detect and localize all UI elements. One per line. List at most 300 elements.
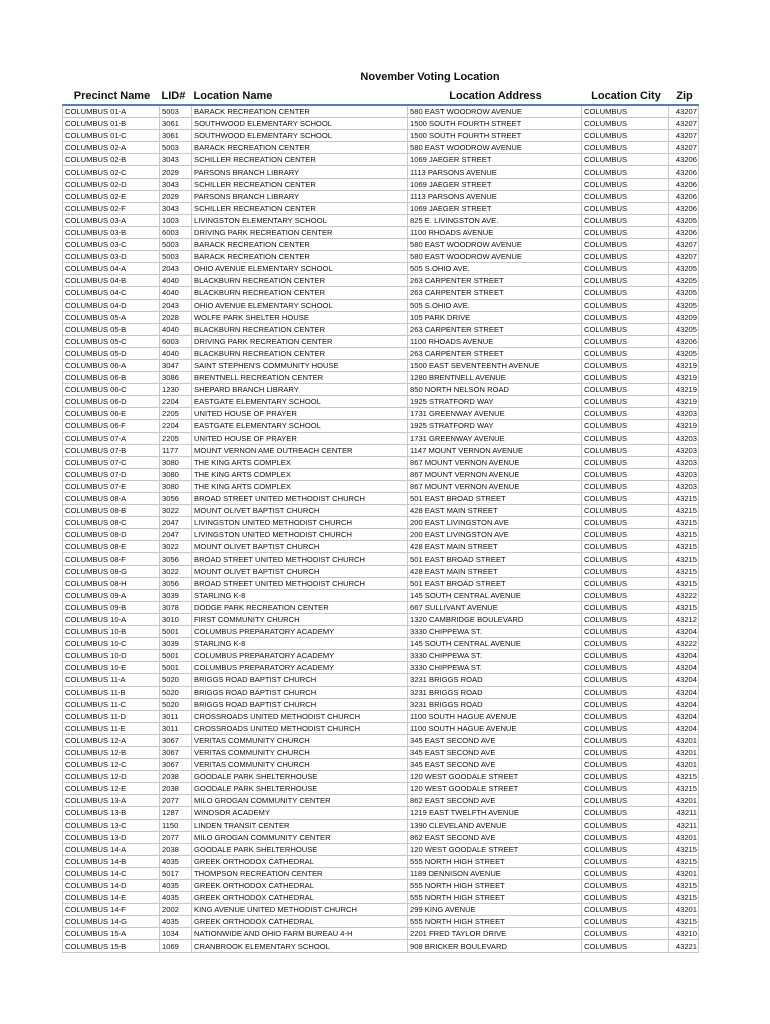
location-name-cell: BARACK RECREATION CENTER bbox=[192, 105, 408, 118]
zip-cell: 43204 bbox=[669, 722, 699, 734]
location-name-cell: SCHILLER RECREATION CENTER bbox=[192, 178, 408, 190]
location-city-cell: COLUMBUS bbox=[582, 408, 669, 420]
zip-cell: 43206 bbox=[669, 166, 699, 178]
precinct-name-cell: COLUMBUS 15-B bbox=[63, 940, 160, 952]
location-name-cell: MOUNT OLIVET BAPTIST CHURCH bbox=[192, 505, 408, 517]
precinct-name-cell: COLUMBUS 12-E bbox=[63, 783, 160, 795]
precinct-name-cell: COLUMBUS 04-D bbox=[63, 299, 160, 311]
location-city-cell: COLUMBUS bbox=[582, 710, 669, 722]
table-row bbox=[63, 323, 699, 335]
zip-cell: 43206 bbox=[669, 154, 699, 166]
header-zip: Zip bbox=[669, 88, 699, 105]
table-row bbox=[63, 746, 699, 758]
location-name-cell: LIVINGSTON ELEMENTARY SCHOOL bbox=[192, 214, 408, 226]
table-row bbox=[63, 130, 699, 142]
location-city-cell: COLUMBUS bbox=[582, 565, 669, 577]
table-header-row bbox=[63, 88, 699, 105]
location-address-cell: 263 CARPENTER STREET bbox=[408, 275, 582, 287]
precinct-name-cell: COLUMBUS 09-A bbox=[63, 589, 160, 601]
zip-cell: 43203 bbox=[669, 456, 699, 468]
location-city-cell: COLUMBUS bbox=[582, 154, 669, 166]
location-address-cell: 263 CARPENTER STREET bbox=[408, 323, 582, 335]
precinct-name-cell: COLUMBUS 07-D bbox=[63, 468, 160, 480]
location-address-cell: 1147 MOUNT VERNON AVENUE bbox=[408, 444, 582, 456]
zip-cell: 43207 bbox=[669, 105, 699, 118]
location-city-cell: COLUMBUS bbox=[582, 638, 669, 650]
lid-cell: 3061 bbox=[160, 130, 192, 142]
lid-cell: 4035 bbox=[160, 916, 192, 928]
precinct-name-cell: COLUMBUS 01-A bbox=[63, 105, 160, 118]
location-city-cell: COLUMBUS bbox=[582, 505, 669, 517]
zip-cell: 43203 bbox=[669, 444, 699, 456]
location-city-cell: COLUMBUS bbox=[582, 529, 669, 541]
location-address-cell: 1100 SOUTH HAGUE AVENUE bbox=[408, 722, 582, 734]
precinct-name-cell: COLUMBUS 06-B bbox=[63, 372, 160, 384]
location-city-cell: COLUMBUS bbox=[582, 541, 669, 553]
location-name-cell: BARACK RECREATION CENTER bbox=[192, 142, 408, 154]
lid-cell: 3011 bbox=[160, 722, 192, 734]
location-name-cell: THE KING ARTS COMPLEX bbox=[192, 480, 408, 492]
document-title: November Voting Location bbox=[360, 71, 500, 83]
location-name-cell: CROSSROADS UNITED METHODIST CHURCH bbox=[192, 710, 408, 722]
lid-cell: 3056 bbox=[160, 553, 192, 565]
lid-cell: 4040 bbox=[160, 323, 192, 335]
location-city-cell: COLUMBUS bbox=[582, 275, 669, 287]
precinct-name-cell: COLUMBUS 11-A bbox=[63, 674, 160, 686]
lid-cell: 2038 bbox=[160, 783, 192, 795]
location-address-cell: 555 NORTH HIGH STREET bbox=[408, 916, 582, 928]
lid-cell: 4040 bbox=[160, 347, 192, 359]
lid-cell: 3047 bbox=[160, 359, 192, 371]
location-address-cell: 345 EAST SECOND AVE bbox=[408, 734, 582, 746]
location-address-cell: 1925 STRATFORD WAY bbox=[408, 420, 582, 432]
table-row bbox=[63, 517, 699, 529]
precinct-name-cell: COLUMBUS 11-C bbox=[63, 698, 160, 710]
location-name-cell: SHEPARD BRANCH LIBRARY bbox=[192, 384, 408, 396]
lid-cell: 4035 bbox=[160, 855, 192, 867]
location-address-cell: 1100 RHOADS AVENUE bbox=[408, 335, 582, 347]
table-row bbox=[63, 239, 699, 251]
location-address-cell: 867 MOUNT VERNON AVENUE bbox=[408, 468, 582, 480]
location-name-cell: BLACKBURN RECREATION CENTER bbox=[192, 323, 408, 335]
location-address-cell: 3231 BRIGGS ROAD bbox=[408, 686, 582, 698]
table-row bbox=[63, 855, 699, 867]
location-name-cell: BARACK RECREATION CENTER bbox=[192, 251, 408, 263]
location-name-cell: VERITAS COMMUNITY CHURCH bbox=[192, 759, 408, 771]
lid-cell: 5020 bbox=[160, 686, 192, 698]
location-address-cell: 862 EAST SECOND AVE bbox=[408, 795, 582, 807]
precinct-name-cell: COLUMBUS 11-D bbox=[63, 710, 160, 722]
location-name-cell: SOUTHWOOD ELEMENTARY SCHOOL bbox=[192, 118, 408, 130]
precinct-name-cell: COLUMBUS 13-A bbox=[63, 795, 160, 807]
zip-cell: 43221 bbox=[669, 940, 699, 952]
table-row bbox=[63, 493, 699, 505]
location-name-cell: COLUMBUS PREPARATORY ACADEMY bbox=[192, 662, 408, 674]
lid-cell: 2043 bbox=[160, 299, 192, 311]
location-name-cell: GREEK ORTHODOX CATHEDRAL bbox=[192, 892, 408, 904]
zip-cell: 43207 bbox=[669, 142, 699, 154]
table-row bbox=[63, 759, 699, 771]
zip-cell: 43201 bbox=[669, 759, 699, 771]
precinct-name-cell: COLUMBUS 02-A bbox=[63, 142, 160, 154]
lid-cell: 3043 bbox=[160, 154, 192, 166]
location-name-cell: PARSONS BRANCH LIBRARY bbox=[192, 190, 408, 202]
precinct-name-cell: COLUMBUS 03-B bbox=[63, 226, 160, 238]
location-name-cell: UNITED HOUSE OF PRAYER bbox=[192, 408, 408, 420]
location-city-cell: COLUMBUS bbox=[582, 855, 669, 867]
location-address-cell: 1113 PARSONS AVENUE bbox=[408, 190, 582, 202]
zip-cell: 43203 bbox=[669, 468, 699, 480]
location-address-cell: 145 SOUTH CENTRAL AVENUE bbox=[408, 589, 582, 601]
location-address-cell: 263 CARPENTER STREET bbox=[408, 287, 582, 299]
lid-cell: 5003 bbox=[160, 251, 192, 263]
location-name-cell: GOODALE PARK SHELTERHOUSE bbox=[192, 771, 408, 783]
zip-cell: 43206 bbox=[669, 226, 699, 238]
location-name-cell: VERITAS COMMUNITY CHURCH bbox=[192, 746, 408, 758]
table-row bbox=[63, 372, 699, 384]
location-address-cell: 1069 JAEGER STREET bbox=[408, 178, 582, 190]
zip-cell: 43211 bbox=[669, 819, 699, 831]
precinct-name-cell: COLUMBUS 08-H bbox=[63, 577, 160, 589]
table-row bbox=[63, 928, 699, 940]
precinct-name-cell: COLUMBUS 02-F bbox=[63, 202, 160, 214]
location-city-cell: COLUMBUS bbox=[582, 880, 669, 892]
zip-cell: 43215 bbox=[669, 601, 699, 613]
lid-cell: 3039 bbox=[160, 638, 192, 650]
location-address-cell: 345 EAST SECOND AVE bbox=[408, 759, 582, 771]
precinct-name-cell: COLUMBUS 02-C bbox=[63, 166, 160, 178]
zip-cell: 43222 bbox=[669, 638, 699, 650]
table-row bbox=[63, 867, 699, 879]
location-city-cell: COLUMBUS bbox=[582, 783, 669, 795]
location-address-cell: 1500 EAST SEVENTEENTH AVENUE bbox=[408, 359, 582, 371]
location-city-cell: COLUMBUS bbox=[582, 105, 669, 118]
location-address-cell: 867 MOUNT VERNON AVENUE bbox=[408, 456, 582, 468]
precinct-name-cell: COLUMBUS 11-B bbox=[63, 686, 160, 698]
lid-cell: 2028 bbox=[160, 311, 192, 323]
table-row bbox=[63, 468, 699, 480]
zip-cell: 43205 bbox=[669, 275, 699, 287]
table-row bbox=[63, 456, 699, 468]
location-city-cell: COLUMBUS bbox=[582, 178, 669, 190]
precinct-name-cell: COLUMBUS 03-A bbox=[63, 214, 160, 226]
lid-cell: 5001 bbox=[160, 662, 192, 674]
zip-cell: 43205 bbox=[669, 287, 699, 299]
location-address-cell: 1280 BRENTNELL AVENUE bbox=[408, 372, 582, 384]
table-row bbox=[63, 359, 699, 371]
zip-cell: 43203 bbox=[669, 408, 699, 420]
location-name-cell: MOUNT OLIVET BAPTIST CHURCH bbox=[192, 565, 408, 577]
location-name-cell: LINDEN TRANSIT CENTER bbox=[192, 819, 408, 831]
zip-cell: 43206 bbox=[669, 178, 699, 190]
location-city-cell: COLUMBUS bbox=[582, 686, 669, 698]
precinct-name-cell: COLUMBUS 01-B bbox=[63, 118, 160, 130]
table-row bbox=[63, 783, 699, 795]
location-address-cell: 1500 SOUTH FOURTH STREET bbox=[408, 130, 582, 142]
lid-cell: 1287 bbox=[160, 807, 192, 819]
zip-cell: 43207 bbox=[669, 118, 699, 130]
lid-cell: 5001 bbox=[160, 626, 192, 638]
lid-cell: 2205 bbox=[160, 432, 192, 444]
precinct-name-cell: COLUMBUS 06-C bbox=[63, 384, 160, 396]
location-address-cell: 555 NORTH HIGH STREET bbox=[408, 855, 582, 867]
table-row bbox=[63, 480, 699, 492]
zip-cell: 43205 bbox=[669, 214, 699, 226]
lid-cell: 4040 bbox=[160, 275, 192, 287]
table-row bbox=[63, 105, 699, 118]
table-row bbox=[63, 904, 699, 916]
lid-cell: 1003 bbox=[160, 214, 192, 226]
table-row bbox=[63, 710, 699, 722]
lid-cell: 3010 bbox=[160, 613, 192, 625]
zip-cell: 43215 bbox=[669, 843, 699, 855]
location-name-cell: SCHILLER RECREATION CENTER bbox=[192, 154, 408, 166]
location-address-cell: 1069 JAEGER STREET bbox=[408, 202, 582, 214]
location-name-cell: BLACKBURN RECREATION CENTER bbox=[192, 287, 408, 299]
table-row bbox=[63, 662, 699, 674]
table-row bbox=[63, 734, 699, 746]
location-name-cell: BRIGGS ROAD BAPTIST CHURCH bbox=[192, 674, 408, 686]
zip-cell: 43215 bbox=[669, 493, 699, 505]
table-row bbox=[63, 347, 699, 359]
table-row bbox=[63, 541, 699, 553]
location-city-cell: COLUMBUS bbox=[582, 372, 669, 384]
location-city-cell: COLUMBUS bbox=[582, 916, 669, 928]
table-row bbox=[63, 795, 699, 807]
table-row bbox=[63, 843, 699, 855]
lid-cell: 5003 bbox=[160, 239, 192, 251]
location-city-cell: COLUMBUS bbox=[582, 130, 669, 142]
zip-cell: 43219 bbox=[669, 396, 699, 408]
zip-cell: 43206 bbox=[669, 190, 699, 202]
location-city-cell: COLUMBUS bbox=[582, 940, 669, 952]
location-name-cell: THE KING ARTS COMPLEX bbox=[192, 456, 408, 468]
location-address-cell: 867 MOUNT VERNON AVENUE bbox=[408, 480, 582, 492]
precinct-name-cell: COLUMBUS 04-C bbox=[63, 287, 160, 299]
location-city-cell: COLUMBUS bbox=[582, 263, 669, 275]
precinct-name-cell: COLUMBUS 10-B bbox=[63, 626, 160, 638]
lid-cell: 2043 bbox=[160, 263, 192, 275]
location-address-cell: 667 SULLIVANT AVENUE bbox=[408, 601, 582, 613]
location-city-cell: COLUMBUS bbox=[582, 480, 669, 492]
table-row bbox=[63, 384, 699, 396]
location-address-cell: 505 S.OHIO AVE. bbox=[408, 263, 582, 275]
location-name-cell: BROAD STREET UNITED METHODIST CHURCH bbox=[192, 493, 408, 505]
zip-cell: 43215 bbox=[669, 916, 699, 928]
lid-cell: 5003 bbox=[160, 142, 192, 154]
table-row bbox=[63, 831, 699, 843]
location-city-cell: COLUMBUS bbox=[582, 287, 669, 299]
zip-cell: 43201 bbox=[669, 867, 699, 879]
zip-cell: 43215 bbox=[669, 577, 699, 589]
location-city-cell: COLUMBUS bbox=[582, 432, 669, 444]
header-lid: LID# bbox=[160, 88, 192, 105]
zip-cell: 43204 bbox=[669, 686, 699, 698]
location-address-cell: 299 KING AVENUE bbox=[408, 904, 582, 916]
voting-location-table bbox=[62, 88, 699, 953]
location-city-cell: COLUMBUS bbox=[582, 299, 669, 311]
lid-cell: 4035 bbox=[160, 880, 192, 892]
precinct-name-cell: COLUMBUS 03-D bbox=[63, 251, 160, 263]
lid-cell: 2038 bbox=[160, 843, 192, 855]
lid-cell: 1034 bbox=[160, 928, 192, 940]
precinct-name-cell: COLUMBUS 06-E bbox=[63, 408, 160, 420]
location-address-cell: 1100 SOUTH HAGUE AVENUE bbox=[408, 710, 582, 722]
location-city-cell: COLUMBUS bbox=[582, 626, 669, 638]
precinct-name-cell: COLUMBUS 02-D bbox=[63, 178, 160, 190]
location-city-cell: COLUMBUS bbox=[582, 517, 669, 529]
precinct-name-cell: COLUMBUS 14-D bbox=[63, 880, 160, 892]
table-row bbox=[63, 916, 699, 928]
location-address-cell: 580 EAST WOODROW AVENUE bbox=[408, 105, 582, 118]
location-address-cell: 345 EAST SECOND AVE bbox=[408, 746, 582, 758]
location-address-cell: 501 EAST BROAD STREET bbox=[408, 553, 582, 565]
location-name-cell: WINDSOR ACADEMY bbox=[192, 807, 408, 819]
precinct-name-cell: COLUMBUS 05-B bbox=[63, 323, 160, 335]
location-city-cell: COLUMBUS bbox=[582, 251, 669, 263]
location-address-cell: 1731 GREENWAY AVENUE bbox=[408, 432, 582, 444]
location-name-cell: WOLFE PARK SHELTER HOUSE bbox=[192, 311, 408, 323]
table-row bbox=[63, 214, 699, 226]
lid-cell: 2002 bbox=[160, 904, 192, 916]
location-address-cell: 2201 FRED TAYLOR DRIVE bbox=[408, 928, 582, 940]
precinct-name-cell: COLUMBUS 10-C bbox=[63, 638, 160, 650]
location-address-cell: 428 EAST MAIN STREET bbox=[408, 505, 582, 517]
lid-cell: 5020 bbox=[160, 674, 192, 686]
table-row bbox=[63, 190, 699, 202]
location-city-cell: COLUMBUS bbox=[582, 468, 669, 480]
lid-cell: 3039 bbox=[160, 589, 192, 601]
location-name-cell: BLACKBURN RECREATION CENTER bbox=[192, 275, 408, 287]
table-row bbox=[63, 698, 699, 710]
location-city-cell: COLUMBUS bbox=[582, 493, 669, 505]
lid-cell: 3056 bbox=[160, 577, 192, 589]
location-name-cell: DODGE PARK RECREATION CENTER bbox=[192, 601, 408, 613]
location-address-cell: 120 WEST GOODALE STREET bbox=[408, 783, 582, 795]
location-name-cell: LIVINGSTON UNITED METHODIST CHURCH bbox=[192, 529, 408, 541]
table-row bbox=[63, 940, 699, 952]
table-row bbox=[63, 807, 699, 819]
location-address-cell: 850 NORTH NELSON ROAD bbox=[408, 384, 582, 396]
location-address-cell: 580 EAST WOODROW AVENUE bbox=[408, 142, 582, 154]
precinct-name-cell: COLUMBUS 14-A bbox=[63, 843, 160, 855]
zip-cell: 43215 bbox=[669, 783, 699, 795]
table-row bbox=[63, 408, 699, 420]
zip-cell: 43219 bbox=[669, 420, 699, 432]
location-name-cell: STARLING K-8 bbox=[192, 638, 408, 650]
zip-cell: 43205 bbox=[669, 263, 699, 275]
lid-cell: 1069 bbox=[160, 940, 192, 952]
lid-cell: 2047 bbox=[160, 517, 192, 529]
zip-cell: 43201 bbox=[669, 831, 699, 843]
zip-cell: 43204 bbox=[669, 650, 699, 662]
location-name-cell: MILO GROGAN COMMUNITY CENTER bbox=[192, 795, 408, 807]
precinct-name-cell: COLUMBUS 05-D bbox=[63, 347, 160, 359]
lid-cell: 4040 bbox=[160, 287, 192, 299]
lid-cell: 2077 bbox=[160, 831, 192, 843]
location-name-cell: CROSSROADS UNITED METHODIST CHURCH bbox=[192, 722, 408, 734]
location-address-cell: 825 E. LIVINGSTON AVE. bbox=[408, 214, 582, 226]
location-address-cell: 555 NORTH HIGH STREET bbox=[408, 892, 582, 904]
zip-cell: 43211 bbox=[669, 807, 699, 819]
location-name-cell: SAINT STEPHEN'S COMMUNITY HOUSE bbox=[192, 359, 408, 371]
location-address-cell: 1925 STRATFORD WAY bbox=[408, 396, 582, 408]
precinct-name-cell: COLUMBUS 08-F bbox=[63, 553, 160, 565]
zip-cell: 43209 bbox=[669, 311, 699, 323]
zip-cell: 43204 bbox=[669, 674, 699, 686]
location-address-cell: 145 SOUTH CENTRAL AVENUE bbox=[408, 638, 582, 650]
location-name-cell: THE KING ARTS COMPLEX bbox=[192, 468, 408, 480]
location-city-cell: COLUMBUS bbox=[582, 601, 669, 613]
location-address-cell: 263 CARPENTER STREET bbox=[408, 347, 582, 359]
location-name-cell: EASTGATE ELEMENTARY SCHOOL bbox=[192, 396, 408, 408]
table-row bbox=[63, 601, 699, 613]
location-address-cell: 428 EAST MAIN STREET bbox=[408, 565, 582, 577]
location-name-cell: COLUMBUS PREPARATORY ACADEMY bbox=[192, 626, 408, 638]
location-name-cell: KING AVENUE UNITED METHODIST CHURCH bbox=[192, 904, 408, 916]
table-row bbox=[63, 686, 699, 698]
precinct-name-cell: COLUMBUS 07-E bbox=[63, 480, 160, 492]
table-row bbox=[63, 553, 699, 565]
precinct-name-cell: COLUMBUS 02-B bbox=[63, 154, 160, 166]
location-name-cell: CRANBROOK ELEMENTARY SCHOOL bbox=[192, 940, 408, 952]
location-name-cell: BRIGGS ROAD BAPTIST CHURCH bbox=[192, 686, 408, 698]
location-address-cell: 120 WEST GOODALE STREET bbox=[408, 771, 582, 783]
precinct-name-cell: COLUMBUS 07-C bbox=[63, 456, 160, 468]
location-city-cell: COLUMBUS bbox=[582, 928, 669, 940]
table-row bbox=[63, 275, 699, 287]
zip-cell: 43215 bbox=[669, 541, 699, 553]
location-name-cell: GREEK ORTHODOX CATHEDRAL bbox=[192, 855, 408, 867]
zip-cell: 43215 bbox=[669, 517, 699, 529]
location-name-cell: GREEK ORTHODOX CATHEDRAL bbox=[192, 880, 408, 892]
precinct-name-cell: COLUMBUS 02-E bbox=[63, 190, 160, 202]
table-row bbox=[63, 892, 699, 904]
location-name-cell: MOUNT VERNON AME OUTREACH CENTER bbox=[192, 444, 408, 456]
table-row bbox=[63, 432, 699, 444]
location-city-cell: COLUMBUS bbox=[582, 142, 669, 154]
header-location-name: Location Name bbox=[192, 88, 408, 105]
table-row bbox=[63, 263, 699, 275]
location-city-cell: COLUMBUS bbox=[582, 456, 669, 468]
location-city-cell: COLUMBUS bbox=[582, 214, 669, 226]
location-address-cell: 862 EAST SECOND AVE bbox=[408, 831, 582, 843]
precinct-name-cell: COLUMBUS 07-B bbox=[63, 444, 160, 456]
table-row bbox=[63, 335, 699, 347]
location-city-cell: COLUMBUS bbox=[582, 843, 669, 855]
zip-cell: 43222 bbox=[669, 589, 699, 601]
lid-cell: 3086 bbox=[160, 372, 192, 384]
precinct-name-cell: COLUMBUS 06-F bbox=[63, 420, 160, 432]
zip-cell: 43219 bbox=[669, 372, 699, 384]
lid-cell: 2077 bbox=[160, 795, 192, 807]
location-address-cell: 555 NORTH HIGH STREET bbox=[408, 880, 582, 892]
lid-cell: 2038 bbox=[160, 771, 192, 783]
precinct-name-cell: COLUMBUS 12-A bbox=[63, 734, 160, 746]
zip-cell: 43215 bbox=[669, 855, 699, 867]
location-name-cell: PARSONS BRANCH LIBRARY bbox=[192, 166, 408, 178]
zip-cell: 43215 bbox=[669, 529, 699, 541]
zip-cell: 43203 bbox=[669, 480, 699, 492]
location-name-cell: BARACK RECREATION CENTER bbox=[192, 239, 408, 251]
location-name-cell: NATIONWIDE AND OHIO FARM BUREAU 4-H bbox=[192, 928, 408, 940]
precinct-name-cell: COLUMBUS 10-A bbox=[63, 613, 160, 625]
lid-cell: 6003 bbox=[160, 335, 192, 347]
lid-cell: 5001 bbox=[160, 650, 192, 662]
lid-cell: 3043 bbox=[160, 178, 192, 190]
location-city-cell: COLUMBUS bbox=[582, 347, 669, 359]
location-name-cell: STARLING K-8 bbox=[192, 589, 408, 601]
